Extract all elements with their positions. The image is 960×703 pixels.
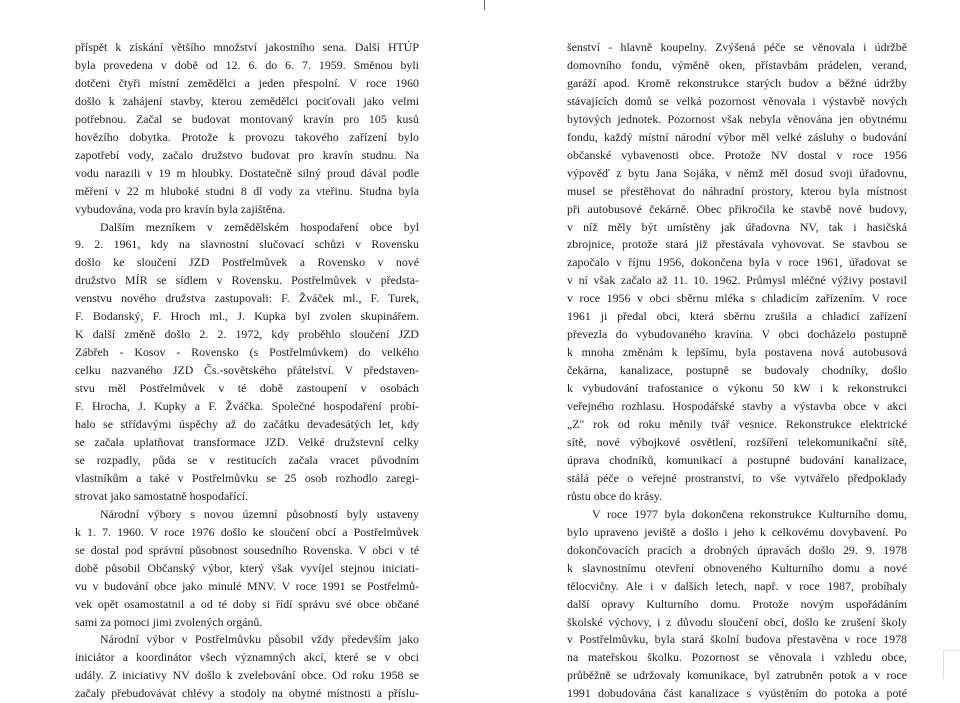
- text-line: při autobusové čekárně. Obec přikročila ke stavbě nové budovy,: [567, 201, 907, 216]
- left-page-text: [75, 39, 419, 703]
- text-line: F. Bodanský, F. Hroch ml., J. Kupka byl zvolen skupinářem.: [75, 309, 419, 324]
- text-line: v níž měly být umístěny jak úřadovna NV, tak i hasičská: [567, 219, 907, 234]
- text-line: K další změně došlo 2. 2. 1972, kdy proběhlo sloučení JZD: [75, 327, 419, 342]
- text-line: „Z" rok od roku měnily tvář vesnice. Rekonstrukce elektrické: [567, 417, 907, 432]
- text-line: iniciátor a koordinátor všech významných akcí, které se v obci: [75, 650, 419, 665]
- text-line: dokončovacích pracích a drobných úpravách došlo 29. 9. 1978: [567, 542, 907, 557]
- text-line: byla provedena v době od 12. 6. do 6. 7. 1959. Směnou byli: [75, 57, 419, 72]
- text-line: vek opět osamostatnil a od té doby si řídí správu své obce občané: [75, 596, 419, 611]
- text-line: stávajících domů se velká pozornost věnovala i výstavbě nových: [567, 93, 907, 108]
- text-line: V roce 1977 byla dokončena rekonstrukce Kulturního domu,: [592, 506, 907, 521]
- text-line: stálá péče o veřejné prostranství, to vše vytvářelo předpoklady: [567, 470, 907, 485]
- gutter-mark: [484, 0, 485, 10]
- text-line: strovat jako samostatně hospodařící.: [75, 488, 249, 503]
- text-line: bytových jednotek. Pozornost však nebyla věnována jen obytnému: [567, 111, 907, 126]
- text-line: vodu narazili v 19 m hloubky. Dostatečně silný proud dával podle: [75, 165, 419, 180]
- text-line: sítě, nové výbojkové osvětlení, rozšíření telekomunikační sítě,: [567, 434, 907, 449]
- text-line: Dalším mezníkem v zemědělském hospodaření obce byl: [100, 219, 419, 234]
- text-line: domovního fondu, výměně oken, přístavbám prádelen, verand,: [567, 57, 907, 72]
- text-line: musel se přestěhovat do náhradní prostory, kterou byla místnost: [567, 183, 907, 198]
- text-line: v ní však začalo až 11. 10. 1962. Průmysl mléčné výživy postavil: [567, 273, 907, 288]
- text-line: Národní výbory s novou územní působností byly ustaveny: [100, 506, 419, 521]
- text-line: bylo upraveno jeviště a došlo i jeho k celkovému dovybavení. Po: [567, 524, 907, 539]
- text-line: další opravy Kulturního domu. Protože novým uspořádáním: [567, 596, 907, 611]
- text-line: došlo ke sloučení JZD Postřelmůvek a Rovensko v nové: [75, 255, 419, 270]
- text-line: se rozpadly, půda se v restitucích začala vracet původním: [75, 452, 419, 467]
- text-line: průběžně se udržovaly komunikace, byl zatrubněn potok a v roce: [567, 668, 907, 683]
- text-line: úprava chodníků, komunikací a postupné budování kanalizace,: [567, 452, 907, 467]
- text-line: čekárna, kanalizace, postupně se budovaly chodníky, došlo: [567, 363, 907, 378]
- text-line: k mnoha změnám k lepšímu, byla postavena nová autobusová: [567, 345, 907, 360]
- text-line: vybudována, voda pro kravín byla zajištěna.: [75, 201, 286, 216]
- page-edge-mark: [943, 650, 960, 679]
- text-line: šenství - hlavně koupelny. Zvýšená péče se věnovala i údržbě: [567, 40, 907, 54]
- text-line: příspět k získání většího množství jakostního sena. Další HTÚP: [75, 40, 419, 54]
- text-line: fondu, každý místní národní výbor měl velké zásluhy o budování: [567, 129, 907, 144]
- text-line: k 1. 7. 1960. V roce 1976 došlo ke sloučení obcí a Postřelmůvek: [75, 524, 419, 539]
- text-line: F. Hrocha, J. Kupky a F. Žváčka. Společné hospodaření probí-: [75, 399, 419, 414]
- text-line: 1961 ji předal obci, která sběrnu zrušila a chladicí zařízení: [567, 309, 907, 324]
- text-line: 1991 dobudována část kanalizace s vyústěním do potoka a poté: [567, 686, 907, 701]
- text-line: měření v 22 m hluboké studni 8 dl vody za vteřinu. Studna byla: [75, 183, 419, 198]
- text-line: v roce 1956 v obci sběrnu mléka s chladicím zařízením. V roce: [567, 291, 907, 306]
- text-line: udály. Z iniciativy NV došlo k zvelebování obce. Od roku 1958 se: [75, 668, 419, 683]
- right-page-text: [567, 39, 907, 703]
- text-line: na mateřskou školku. Pozornost se věnovala i vzhledu obce,: [567, 650, 907, 665]
- text-line: vu v budování obce jako minulé MNV. V roce 1991 se Postřelmů-: [75, 578, 419, 593]
- text-line: zapotřebí vody, začalo družstvo budovat pro kravín studnu. Na: [75, 147, 419, 162]
- text-line: dotčeni čtyři místní zemědělci a jeden přespolní. V roce 1960: [75, 75, 419, 90]
- text-line: družstvo MÍR se sídlem v Rovensku. Postřelmůvek v předsta-: [75, 273, 419, 288]
- text-line: době působil Občanský výbor, který však vyvíjel stejnou iniciati-: [75, 560, 419, 575]
- text-line: garáží apod. Kromě rekonstrukce starých budov a běžné údržby: [567, 75, 907, 90]
- text-line: školské výchovy, i z důvodu sloučení obcí, došlo ke zrušení školy: [567, 614, 907, 629]
- text-line: hovězího dobytka. Protože k provozu takového zařízení bylo: [75, 129, 419, 144]
- text-line: Zábřeh - Kosov - Rovensko (s Postřelmůvkem) do velkého: [75, 345, 419, 360]
- text-line: Národní výbor v Postřelmůvku působil vždy především jako: [100, 632, 419, 647]
- text-line: celku nazvaného JZD Čs.-sovětského přátelství. V představen-: [75, 363, 419, 378]
- text-line: k vybudování trafostanice o výkonu 50 kW i k rekonstrukci: [567, 381, 907, 396]
- text-line: převezla do vybudovaného kravína. V obci docházelo postupně: [567, 327, 907, 342]
- text-line: se začala uplatňovat transformace JZD. Velké družstevní celky: [75, 434, 419, 449]
- text-line: sami za pomoci jimi zvolených orgánů.: [75, 614, 263, 629]
- text-line: občanské vybavenosti obce. Protože NV dostal v roce 1956: [567, 147, 907, 162]
- text-line: venstvu nového družstva zastupovali: F. Žváček ml., F. Turek,: [75, 291, 419, 306]
- text-line: se dostal pod správní působnost sousedního Rovenska. V obci v té: [75, 542, 419, 557]
- text-line: tělocvičny. Ale i v dalších letech, např. v roce 1987, probíhaly: [567, 578, 907, 593]
- text-line: vlastníkům a také v Postřelmůvku se 25 osob rozhodlo zaregi-: [75, 470, 419, 485]
- text-line: růstu obce do krásy.: [567, 488, 662, 503]
- text-line: stvu měl Postřelmůvek v té době zastoupení v osobách: [75, 381, 419, 396]
- text-line: halo se střídavými úspěchy až do začátku devadesátých let, kdy: [75, 417, 419, 432]
- text-line: v Postřelmůvku, byla stará školní budova přestavěna v roce 1978: [567, 632, 907, 647]
- text-line: potřebnou. Začal se budovat montovaný kravín pro 105 kusů: [75, 111, 419, 126]
- text-line: k slavnostnímu otevření obnoveného Kulturního domu a nové: [567, 560, 907, 575]
- text-line: výpověď z bytu Jana Sojáka, v němž měl dosud svoji úřadovnu,: [567, 165, 907, 180]
- text-line: 9. 2. 1961, kdy na slavnostní slučovací schůzi v Rovensku: [75, 237, 419, 252]
- text-line: zbrojnice, protože stará již přestávala vyhovovat. Se stavbou se: [567, 237, 907, 252]
- text-line: započalo v říjnu 1956, dokončena byla v roce 1961, úřadovat se: [567, 255, 907, 270]
- text-line: začaly přebudovávat chlévy a stodoly na obytné místnosti a příslu-: [75, 686, 419, 701]
- text-line: došlo k zahájení stavby, kterou zemědělci pociťovali jako velmi: [75, 93, 419, 108]
- text-line: veřejného rozhlasu. Hospodářské stavby a výstavba obce v akci: [567, 399, 907, 414]
